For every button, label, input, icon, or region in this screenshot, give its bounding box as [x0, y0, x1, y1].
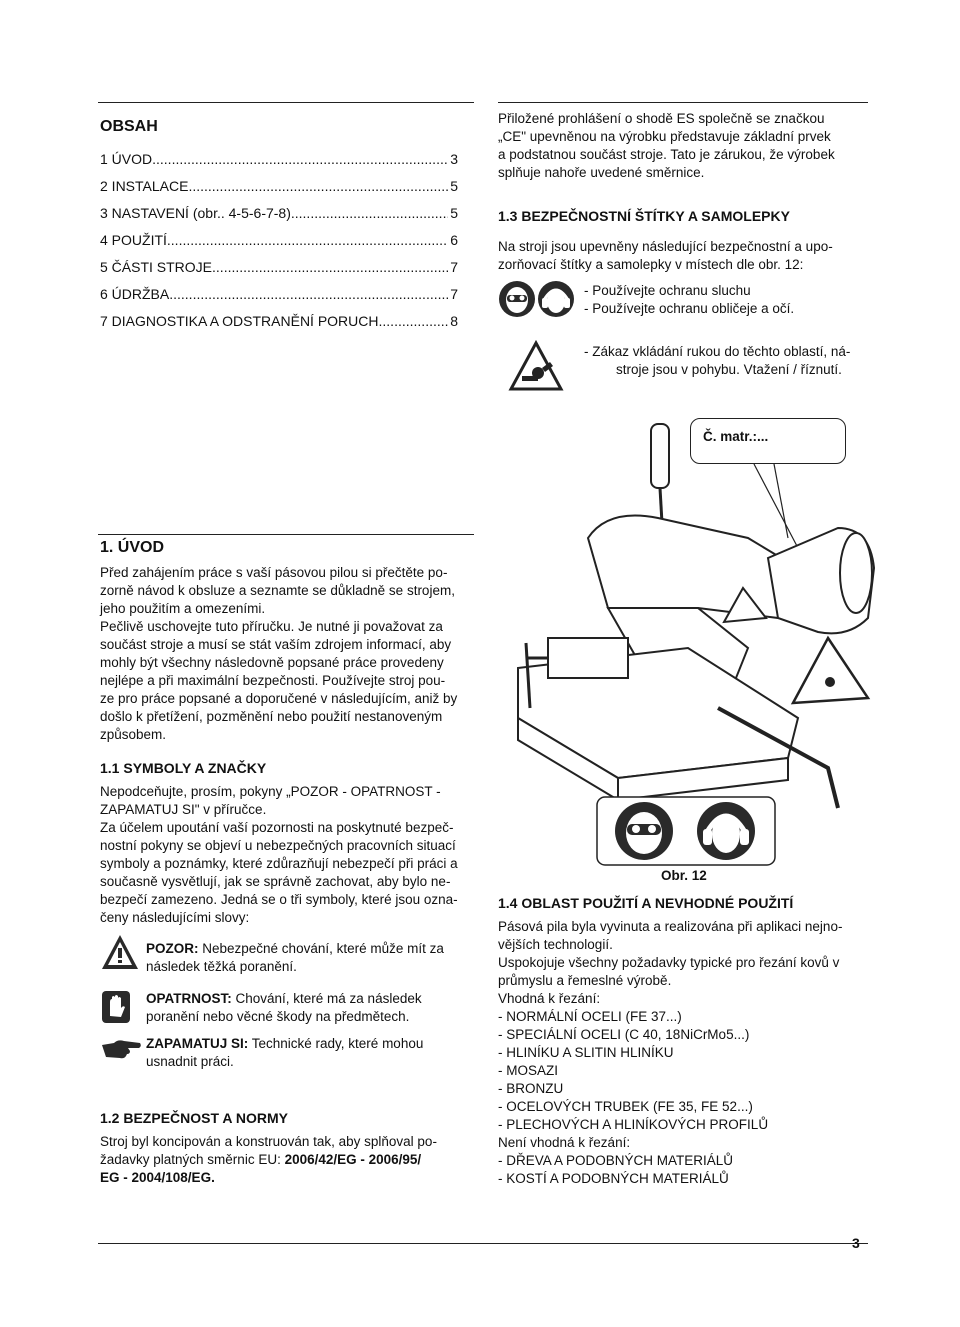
pointing-hand-icon: [100, 1037, 142, 1061]
toc-item[interactable]: 6 ÚDRŽBA ..... 7: [100, 281, 458, 308]
table-of-contents: [100, 116, 458, 335]
usage-heading: 1.4 OBLAST POUŽITÍ A NEVHODNÉ POUŽITÍ: [498, 895, 794, 911]
intro-paragraph: Před zahájením práce s vaší pásovou pilou si přečtěte po- zorně návod k obsluze a seznamte se důkladně se strojem, jeho použitím a omezeními. Pečlivě uschovejte tuto příručku. Je nutné ji považovat za součást stroje a musí se stát vaším zdrojem informací, aby mohly být všechny následovně popsané práce provedeny nejlépe a při maximální bezpečnosti. Používejte stroj pou- ze pro práce popsané a doporučené v následujícím, aniž by došlo k přetížení, pozměnění nebo použití nestanoveným způsobem.: [100, 565, 458, 742]
toc-item[interactable]: 5 ČÁSTI STROJE ..... 7: [100, 254, 458, 281]
hand-warning-text: - Zákaz vkládání rukou do těchto oblastí, ná- stroje jsou v pohybu. Vtažení / říznutí.: [584, 344, 851, 377]
figure-caption: Obr. 12: [661, 868, 707, 883]
ce-declaration-paragraph: Přiložené prohlášení o shodě ES společně se značkou „CE" upevněnou na výrobku představuje základní prvek a podstatnou součást stroje. Tato je zárukou, že výrobek splňuje nahoře uvedené směrnice.: [498, 111, 835, 180]
intro-rule: [98, 534, 474, 535]
footer-rule: [98, 1243, 868, 1244]
toc-title: OBSAH: [100, 118, 158, 135]
norms-heading: 1.2 BEZPEČNOST A NORMY: [100, 1110, 288, 1126]
ear-protection-icon: [538, 281, 574, 317]
hand-warning-triangle-icon: [508, 340, 564, 392]
page-number: 3: [852, 1235, 860, 1251]
band-saw-illustration: [498, 418, 878, 818]
toc-item[interactable]: 3 NASTAVENÍ (obr.. 4-5-6-7-8) ..... 5: [100, 200, 458, 227]
ear-protection-icon: [697, 802, 755, 860]
toc-item[interactable]: 7 DIAGNOSTIKA A ODSTRANĚNÍ PORUCH ..... 8: [100, 308, 458, 335]
face-protection-icon: [499, 281, 535, 317]
top-rule-left: [98, 102, 474, 103]
norms-paragraph: Stroj byl koncipován a konstruován tak, aby splňoval po- žadavky platných směrnic EU: 2006/42/EG - 2006/95/ EG - 2004/108/EG.: [100, 1134, 437, 1185]
symbols-paragraph: Nepodceňujte, prosím, pokyny „POZOR - OPATRNOST - ZAPAMATUJ SI" v příručce. Za účelem upoutání vaší pozornosti na poskytnuté bezpeč- nostní pokyny se objeví u nebezpečných pracovních situací symboly a poznámky, které zdůrazňují nebezpečí při práci a současně vysvětlují, jak se správně zachovat, aby bylo ne- bezpečí zamezeno. Jedná se o tři symboly, které jsou ozna- čeny následujícími slovy:: [100, 784, 458, 925]
usage-paragraph: Pásová pila byla vyvinuta a realizována při aplikaci nejno- vějších technologií. Uspokojuje všechny požadavky typické pro řezání kovů v průmyslu a řemeslné výrobě. Vhodná k řezání: - NORMÁLNÍ OCELI (FE 37...) - SPECIÁLNÍ OCELI (C 40, 18NiCrMo5...) - HLINÍKU A SLITIN HLINÍKU - MOSAZI - BRONZU - OCELOVÝCH TRUBEK (FE 35, FE 52...) - PLECHOVÝCH A HLINÍKOVÝCH PROFILŮ Není vhodná k řezání: - DŘEVA A PODOBNÝCH MATERIÁLŮ - KOSTÍ A PODOBNÝCH MATERIÁLŮ: [498, 919, 843, 1186]
toc-item[interactable]: 4 POUŽITÍ ..... 6: [100, 227, 458, 254]
warning-triangle-icon: [100, 933, 140, 971]
ppe-icons-small: [498, 278, 576, 320]
heading-1-3: 1.3 BEZPEČNOSTNÍ ŠTÍTKY A SAMOLEPKY: [498, 208, 790, 224]
symbols-heading: 1.1 SYMBOLY A ZNAČKY: [100, 760, 267, 776]
intro-heading: 1. ÚVOD: [100, 539, 165, 556]
zapamatuj-note: ZAPAMATUJ SI: Technické rady, které mohou usnadnit práci.: [146, 1036, 424, 1069]
ppe-text: - Používejte ochranu sluchu - Používejte ochranu obličeje a očí.: [584, 283, 795, 316]
ppe-icons-large: [596, 796, 776, 866]
toc-item[interactable]: 2 INSTALACE ..... 5: [100, 173, 458, 200]
stop-hand-icon: [101, 990, 131, 1024]
toc-item[interactable]: 1 ÚVOD ..... 3: [100, 146, 458, 173]
labels-intro: Na stroji jsou upevněny následující bezpečnostní a upo- zorňovací štítky a samolepky v místech dle obr. 12:: [498, 239, 833, 272]
pozor-note: POZOR: Nebezpečné chování, které může mít za následek těžká poranění.: [146, 941, 444, 974]
face-protection-icon: [615, 802, 673, 860]
opatrnost-note: OPATRNOST: Chování, které má za následek poranění nebo věcné škody na předmětech.: [146, 991, 422, 1024]
top-rule-right: [498, 102, 868, 103]
serial-number-box: Č. matr.:...: [690, 418, 846, 464]
